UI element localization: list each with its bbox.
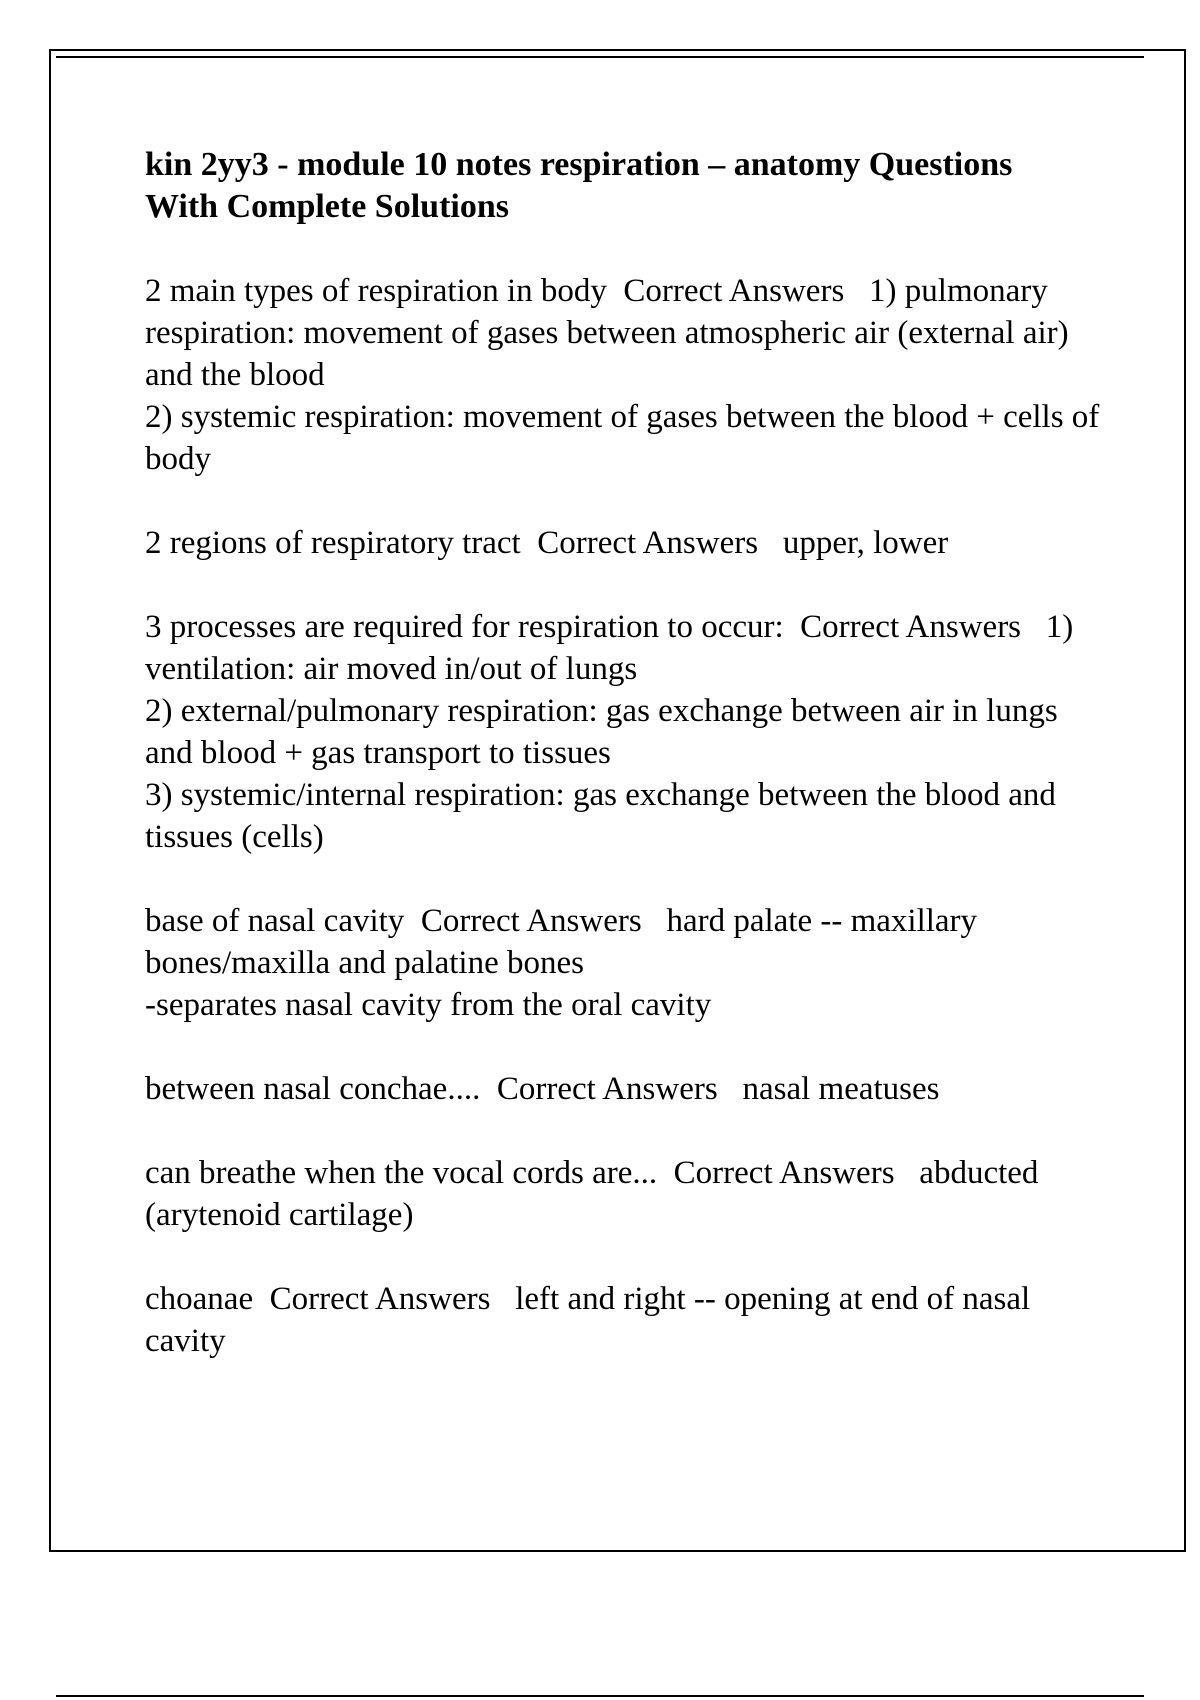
answer-label: Correct Answers — [623, 273, 845, 309]
document-title — [145, 144, 1105, 228]
qa-item — [145, 1278, 1105, 1362]
answer-text: 2) systemic respiration: movement of gases between the blood + cells of body — [145, 399, 1100, 477]
answer-label: Correct Answers — [269, 1281, 491, 1317]
answer-text: nasal meatuses — [742, 1071, 940, 1107]
qa-item — [145, 1068, 1105, 1110]
answer-text: 1) pulmonary respiration: movement of gases between atmospheric air (external air) and the blood — [145, 273, 1069, 393]
qa-item — [145, 270, 1105, 480]
question-text: 2 main types of respiration in body — [145, 273, 607, 309]
answer-text: 1) ventilation: air moved in/out of lungs — [145, 609, 1074, 687]
answer-label: Correct Answers — [673, 1155, 895, 1191]
document-body — [145, 144, 1105, 1404]
question-text: 3 processes are required for respiration to occur: — [145, 609, 784, 645]
bottom-rule — [56, 1695, 1144, 1697]
question-text: between nasal conchae.... — [145, 1071, 481, 1107]
answer-text: upper, lower — [782, 525, 949, 561]
qa-item — [145, 1152, 1105, 1236]
question-text: choanae — [145, 1281, 254, 1317]
answer-label: Correct Answers — [800, 609, 1022, 645]
answer-text: abducted (arytenoid cartilage) — [145, 1155, 1039, 1233]
title-line-1: kin 2yy3 - module 10 notes respiration – anatomy Questions — [145, 146, 1013, 183]
answer-text: -separates nasal cavity from the oral cavity — [145, 987, 712, 1023]
question-text: 2 regions of respiratory tract — [145, 525, 521, 561]
top-rule — [56, 56, 1144, 58]
answer-text: 3) systemic/internal respiration: gas exchange between the blood and tissues (cells) — [145, 777, 1056, 855]
title-line-2: With Complete Solutions — [145, 188, 509, 225]
question-text: can breathe when the vocal cords are... — [145, 1155, 658, 1191]
answer-text: hard palate -- maxillary bones/maxilla and palatine bones — [145, 903, 978, 981]
answer-label: Correct Answers — [537, 525, 759, 561]
qa-item — [145, 900, 1105, 1026]
answer-label: Correct Answers — [420, 903, 642, 939]
answer-text: left and right -- opening at end of nasal cavity — [145, 1281, 1031, 1359]
answer-label: Correct Answers — [496, 1071, 718, 1107]
answer-text: 2) external/pulmonary respiration: gas exchange between air in lungs and blood + gas transport to tissues — [145, 693, 1058, 771]
qa-item — [145, 606, 1105, 858]
qa-item — [145, 522, 1105, 564]
question-text: base of nasal cavity — [145, 903, 405, 939]
